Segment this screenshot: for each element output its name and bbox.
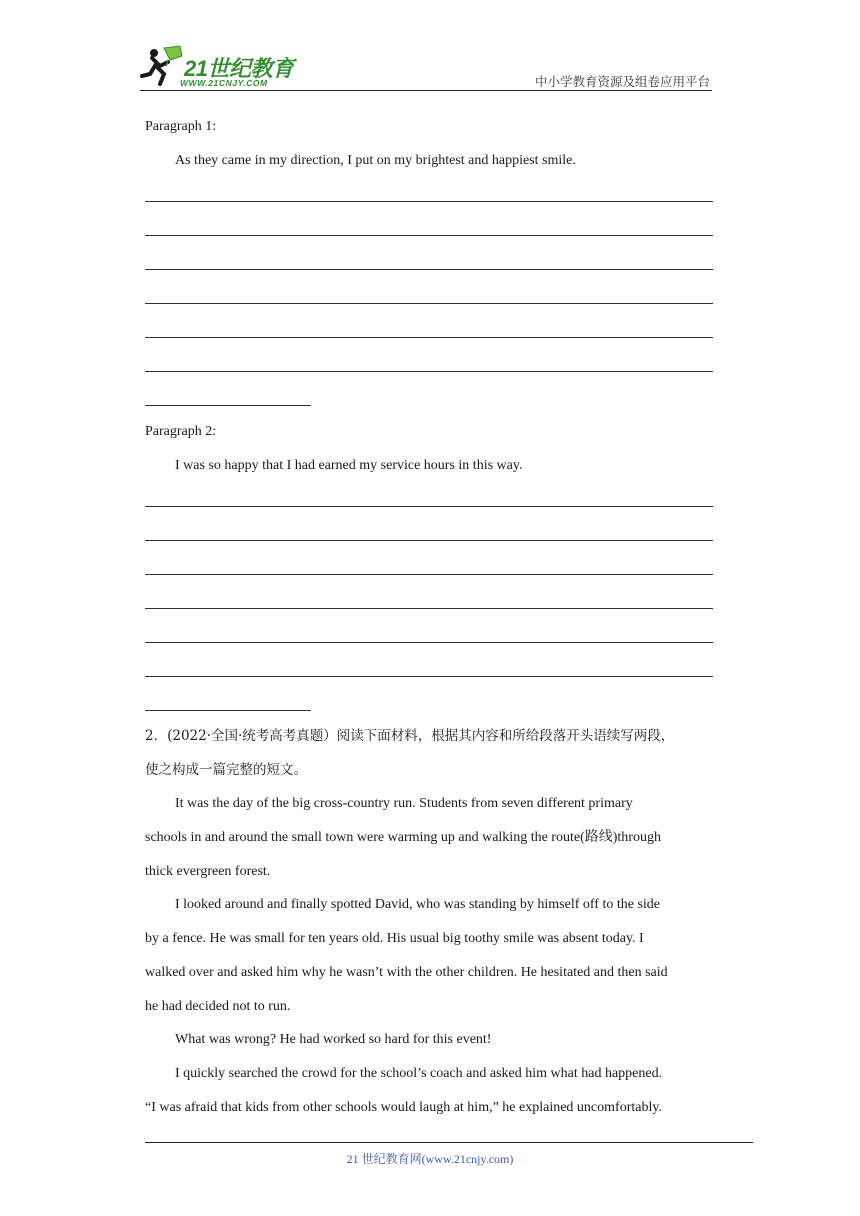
answer-line[interactable]	[145, 574, 713, 575]
answer-line[interactable]	[145, 676, 713, 677]
paragraph-1-opening: As they came in my direction, I put on my brightest and happiest smile.	[175, 153, 576, 168]
paragraph-2-label: Paragraph 2:	[145, 424, 217, 439]
passage-line: I looked around and finally spotted David, who was standing by himself off to the side	[175, 897, 660, 912]
answer-line[interactable]	[145, 506, 713, 507]
passage-line: I quickly searched the crowd for the school’s coach and asked him what had happened.	[175, 1066, 663, 1081]
logo-url: WWW.21CNJY.COM	[180, 78, 268, 88]
question-2-prompt: 2．(2022·全国·统考高考真题）阅读下面材料，根据其内容和所给段落开头语续写两段，	[145, 728, 675, 744]
passage-line: “I was afraid that kids from other schools would laugh at him,” he explained uncomfortably.	[145, 1100, 662, 1115]
passage-line: schools in and around the small town were warming up and walking the route(路线)through	[145, 830, 661, 845]
footer-divider	[145, 1142, 753, 1143]
answer-line[interactable]	[145, 337, 713, 338]
passage-line: by a fence. He was small for ten years old. His usual big toothy smile was absent today. I	[145, 931, 644, 946]
page-header	[140, 40, 712, 91]
question-2-prompt: 使之构成一篇完整的短文。	[145, 762, 307, 778]
answer-line[interactable]	[145, 642, 713, 643]
answer-line[interactable]	[145, 608, 713, 609]
answer-line[interactable]	[145, 371, 713, 372]
answer-line[interactable]	[145, 540, 713, 541]
answer-line[interactable]	[145, 201, 713, 202]
logo-wordmark: 21世纪教育	[184, 56, 294, 81]
paragraph-2-opening: I was so happy that I had earned my service hours in this way.	[175, 458, 523, 473]
answer-line[interactable]	[145, 269, 713, 270]
answer-line-end[interactable]	[145, 405, 311, 406]
passage-line: thick evergreen forest.	[145, 864, 271, 879]
passage-line: walked over and asked him why he wasn’t with the other children. He hesitated and then said	[145, 965, 668, 980]
answer-line[interactable]	[145, 303, 713, 304]
answer-line-end[interactable]	[145, 710, 311, 711]
footer-site: 21 世纪教育网(www.21cnjy.com)	[346, 1152, 514, 1166]
site-logo	[140, 44, 315, 90]
answer-line[interactable]	[145, 235, 713, 236]
passage-line: It was the day of the big cross-country run. Students from seven different primary	[175, 796, 633, 811]
paragraph-1-label: Paragraph 1:	[145, 119, 217, 134]
passage-line: he had decided not to run.	[145, 999, 291, 1014]
platform-name: 中小学教育资源及组卷应用平台	[534, 74, 710, 89]
passage-line: What was wrong? He had worked so hard for this event!	[175, 1032, 492, 1047]
